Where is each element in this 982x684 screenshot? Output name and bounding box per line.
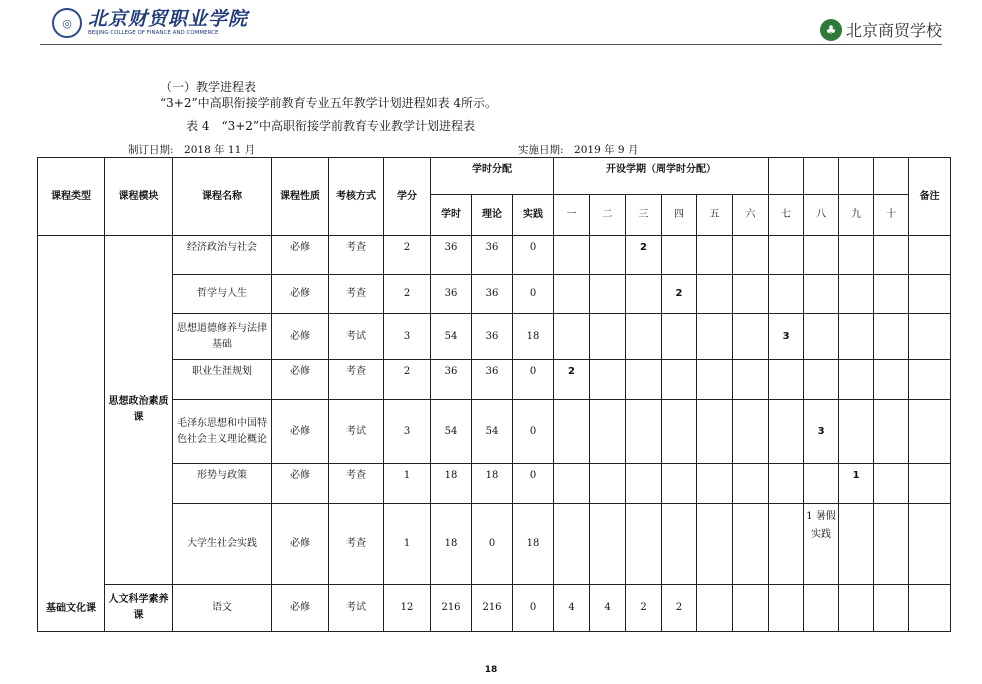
course-exam: 考查 [329,504,384,585]
table-row [38,360,951,400]
semester-cell [554,236,590,275]
semester-cell [590,400,626,464]
table-caption: 表 4 “3+2”中高职衔接学前教育专业教学计划进程表 [186,119,476,133]
semester-cell [626,400,662,464]
col-exam-type: 考核方式 [329,158,384,236]
semester-cell: 2 [626,236,662,275]
semester-cell [874,400,909,464]
course-theory: 54 [472,400,513,464]
semester-cell [839,360,874,400]
semester-cell [839,236,874,275]
course-name: 思想道德修养与法律基础 [173,314,272,360]
semester-cell [697,360,733,400]
course-hours: 54 [431,314,472,360]
semester-cell [733,400,769,464]
col-semester-9: 九 [839,195,874,236]
header-divider [40,44,942,45]
col-hours-allocation: 学时分配 [431,158,554,195]
tree-logo-icon: ♣ [820,19,842,41]
semester-cell [626,504,662,585]
remark-cell [909,314,951,360]
col-semester-1: 一 [554,195,590,236]
remark-cell [909,236,951,275]
semester-cell [839,504,874,585]
semester-cell [697,400,733,464]
remark-cell [909,464,951,504]
semester-cell [733,275,769,314]
course-theory: 36 [472,275,513,314]
course-practice: 0 [513,236,554,275]
course-name: 职业生涯规划 [173,360,272,400]
table-row [38,236,951,275]
course-credit: 3 [384,314,431,360]
school-name: 北京商贸学校 [845,21,942,40]
semester-cell [839,400,874,464]
semester-cell: 2 [662,275,697,314]
course-credit: 12 [384,585,431,632]
semester-cell [769,585,804,632]
course-credit: 3 [384,400,431,464]
table-row [38,464,951,504]
col-remark: 备注 [909,158,951,236]
col-semester-5: 五 [697,195,733,236]
course-nature: 必修 [272,275,329,314]
course-theory: 0 [472,504,513,585]
semester-cell [697,314,733,360]
course-practice: 18 [513,314,554,360]
semester-cell [839,314,874,360]
semester-cell [804,585,839,632]
course-credit: 1 [384,504,431,585]
col-semester-10: 十 [874,195,909,236]
date-made: 制订日期: 2018 年 11 月 [128,144,256,156]
semester-cell: 4 [590,585,626,632]
course-nature: 必修 [272,314,329,360]
semester-cell [733,504,769,585]
semester-cell: 3 [804,400,839,464]
semester-cell [662,314,697,360]
semester-cell [590,504,626,585]
course-nature: 必修 [272,400,329,464]
course-hours: 18 [431,464,472,504]
remark-cell [909,400,951,464]
semester-cell [554,275,590,314]
col-semester-3: 三 [626,195,662,236]
semester-cell [697,585,733,632]
semester-cell [769,464,804,504]
semester-cell [662,504,697,585]
semester-cell [554,314,590,360]
semester-cell [769,400,804,464]
intro-text: “3+2”中高职衔接学前教育专业五年教学计划进程如表 4所示。 [160,96,498,110]
course-hours: 216 [431,585,472,632]
semester-cell [733,236,769,275]
course-exam: 考试 [329,400,384,464]
semester-cell: 4 [554,585,590,632]
semester-cell [874,314,909,360]
course-exam: 考试 [329,314,384,360]
semester-cell [697,236,733,275]
course-theory: 216 [472,585,513,632]
semester-cell [874,585,909,632]
date-implemented: 实施日期: 2019 年 9 月 [518,144,639,156]
course-hours: 36 [431,236,472,275]
semester-cell [697,504,733,585]
remark-cell [909,360,951,400]
course-name: 毛泽东思想和中国特色社会主义理论概论 [173,400,272,464]
semester-cell [769,236,804,275]
table-row [38,504,951,585]
course-credit: 2 [384,275,431,314]
table-row [38,400,951,464]
semester-cell [874,275,909,314]
section-title: （一）教学进程表 [160,80,257,94]
col-theory: 理论 [472,195,513,236]
college-name-cn: 北京财贸职业学院 [88,8,249,30]
col-semester-7: 七 [769,195,804,236]
semester-cell [590,236,626,275]
remark-cell [909,585,951,632]
col-semester-6: 六 [733,195,769,236]
semester-cell: 1 [839,464,874,504]
col-credit: 学分 [384,158,431,236]
course-exam: 考查 [329,464,384,504]
semester-cell [839,275,874,314]
semester-cell [804,236,839,275]
semester-cell [733,314,769,360]
course-module-cell: 人文科学素养课 [105,585,173,632]
course-name: 形势与政策 [173,464,272,504]
semester-cell [733,585,769,632]
col-semesters: 开设学期（周学时分配） [554,158,769,195]
semester-cell [626,314,662,360]
course-credit: 2 [384,360,431,400]
course-hours: 36 [431,360,472,400]
col-hours: 学时 [431,195,472,236]
col-course-module: 课程模块 [105,158,173,236]
semester-cell [874,236,909,275]
course-exam: 考试 [329,585,384,632]
course-credit: 2 [384,236,431,275]
course-module-cell: 思想政治素质课 [105,236,173,585]
semester-cell [626,360,662,400]
col-semester-8: 八 [804,195,839,236]
course-nature: 必修 [272,464,329,504]
course-nature: 必修 [272,360,329,400]
course-theory: 36 [472,236,513,275]
table-row [38,275,951,314]
semester-cell [804,314,839,360]
semester-cell [662,360,697,400]
semester-cell [626,275,662,314]
semester-cell: 3 [769,314,804,360]
table-row [38,585,951,632]
course-hours: 18 [431,504,472,585]
semester-cell: 2 [662,585,697,632]
semester-cell [839,585,874,632]
semester-cell [590,464,626,504]
semester-cell [874,464,909,504]
remark-cell [909,504,951,585]
col-semester-4: 四 [662,195,697,236]
course-practice: 0 [513,585,554,632]
college-header [52,6,248,40]
course-name: 语文 [173,585,272,632]
semester-cell [554,464,590,504]
college-logo-icon: ◎ [52,8,82,38]
course-nature: 必修 [272,504,329,585]
semester-cell [554,504,590,585]
semester-cell [733,464,769,504]
col-course-nature: 课程性质 [272,158,329,236]
semester-cell [733,360,769,400]
semester-cell [626,464,662,504]
teaching-plan-table [37,157,951,632]
course-exam: 考查 [329,236,384,275]
semester-cell [804,464,839,504]
course-practice: 0 [513,400,554,464]
semester-cell [590,275,626,314]
course-name: 大学生社会实践 [173,504,272,585]
semester-cell [590,314,626,360]
semester-cell: 2 [554,360,590,400]
school-header [820,18,942,41]
course-theory: 36 [472,314,513,360]
semester-cell [697,464,733,504]
college-name-en: BEIJING COLLEGE OF FINANCE AND COMMERCE [88,30,219,36]
table-row [38,314,951,360]
course-theory: 36 [472,360,513,400]
course-hours: 36 [431,275,472,314]
semester-cell [590,360,626,400]
course-practice: 0 [513,360,554,400]
remark-cell [909,275,951,314]
semester-cell [697,275,733,314]
course-theory: 18 [472,464,513,504]
course-practice: 0 [513,464,554,504]
course-nature: 必修 [272,236,329,275]
semester-cell [662,400,697,464]
course-credit: 1 [384,464,431,504]
course-name: 经济政治与社会 [173,236,272,275]
semester-cell [769,504,804,585]
col-course-name: 课程名称 [173,158,272,236]
page-number: 18 [484,665,498,675]
course-hours: 54 [431,400,472,464]
semester-cell [874,504,909,585]
semester-cell [662,464,697,504]
course-practice: 18 [513,504,554,585]
semester-cell [769,275,804,314]
course-exam: 考查 [329,275,384,314]
col-semester-2: 二 [590,195,626,236]
semester-cell [554,400,590,464]
col-course-type: 课程类型 [38,158,105,236]
course-name: 哲学与人生 [173,275,272,314]
course-practice: 0 [513,275,554,314]
semester-cell [804,275,839,314]
semester-cell: 1 暑假实践 [804,504,839,585]
col-practice: 实践 [513,195,554,236]
course-nature: 必修 [272,585,329,632]
semester-cell [874,360,909,400]
semester-cell: 2 [626,585,662,632]
semester-cell [804,360,839,400]
course-exam: 考查 [329,360,384,400]
course-type-cell: 基础文化课 [38,236,105,632]
semester-cell [769,360,804,400]
semester-cell [662,236,697,275]
